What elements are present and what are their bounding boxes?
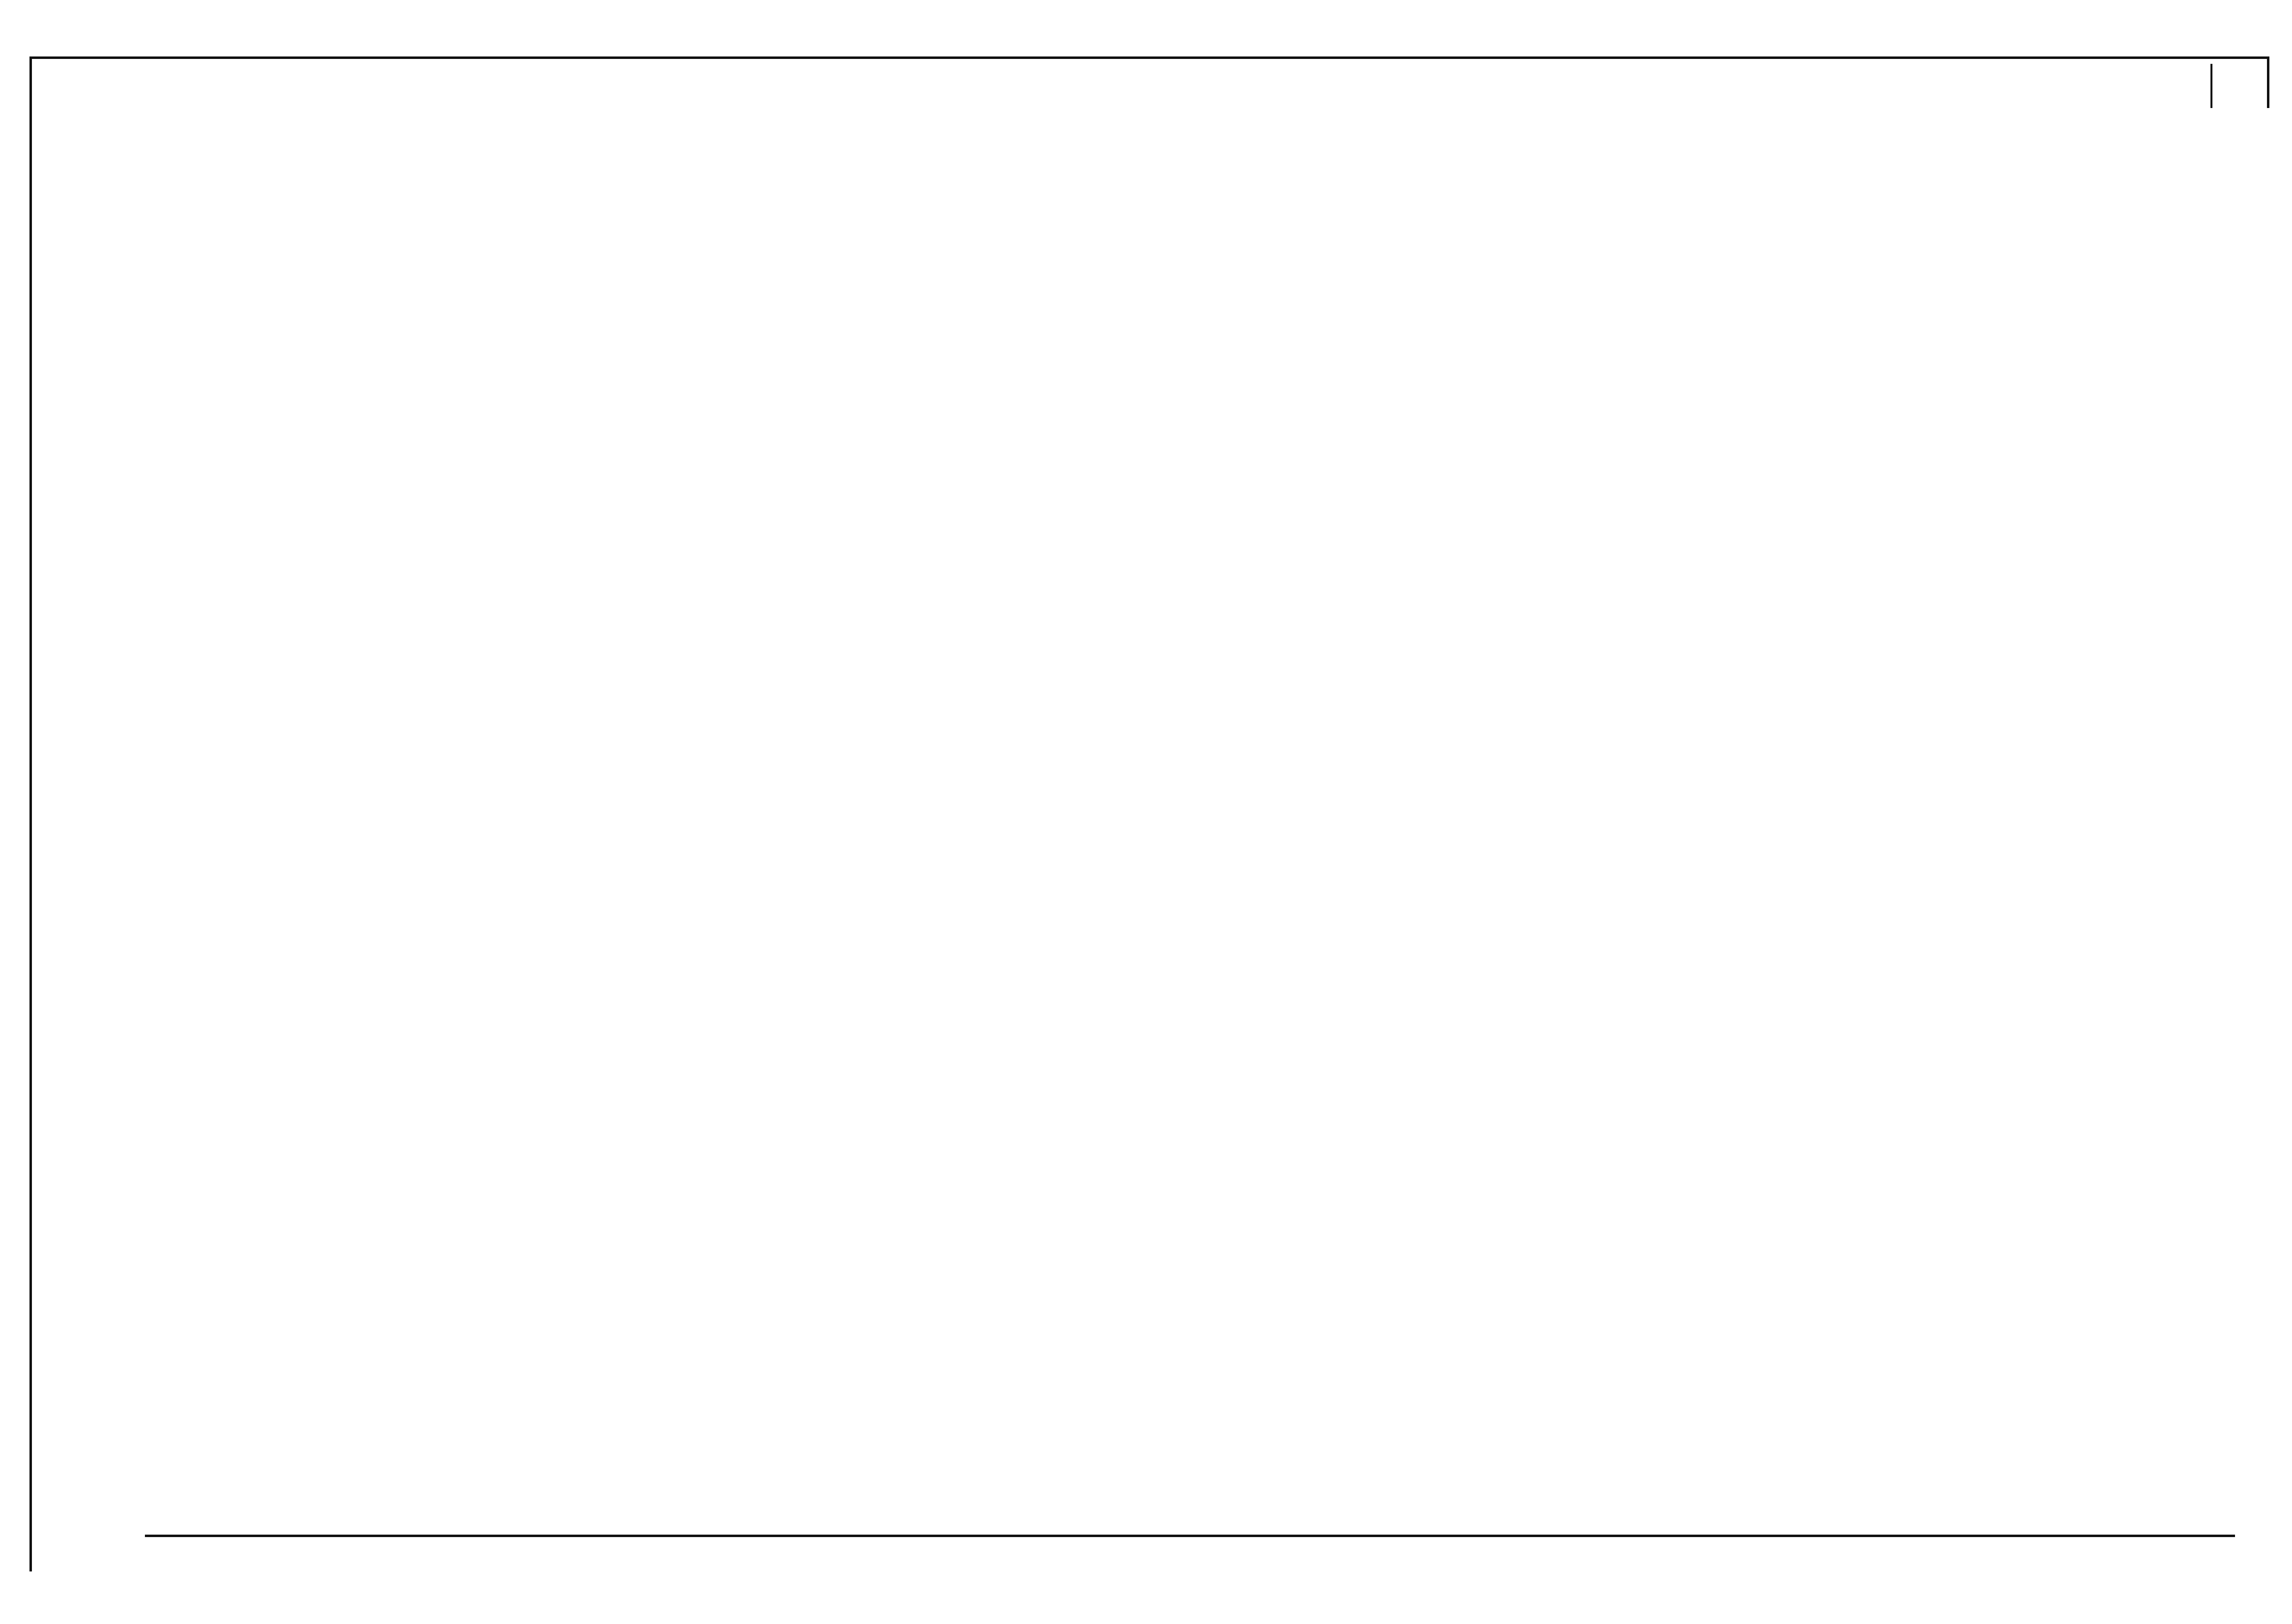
frame-left xyxy=(29,56,32,1571)
frame-top xyxy=(29,56,2269,59)
frame-bottom xyxy=(145,1535,2235,1537)
sheet-number-divider xyxy=(2210,64,2212,108)
frame-right xyxy=(2267,56,2269,108)
